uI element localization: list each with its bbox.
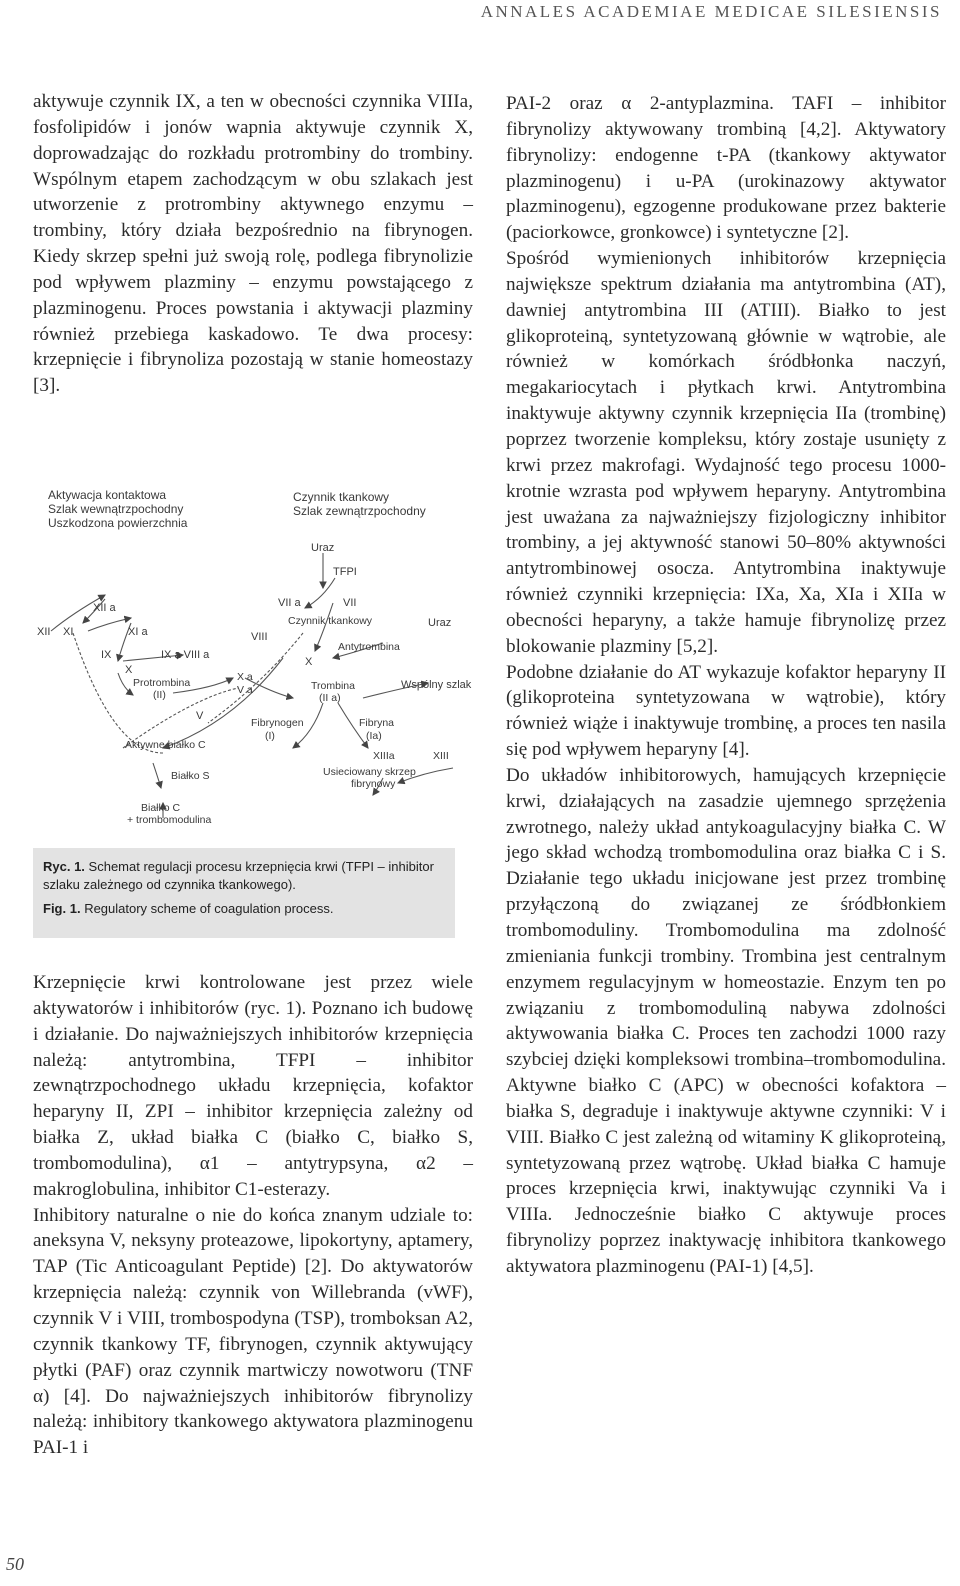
label-damaged-surface: Uszkodzona powierzchnia [48,516,188,530]
caption-fig-text: Regulatory scheme of coagulation process. [84,901,334,916]
paragraph: Do układów inhibitorowych, hamujących krzepnięcie krwi, działających na zasadzie ujemnego sprzężenia zwrotnego, należy układ antykoagulacyjny białka C. W jego skład wchodzą trombomodulina oraz białka C i S. Działanie tego układu inicjowane jest przez trombinę przyłączoną do związanej ze śródbłonkiem trombomoduliny. Trombomodulina ma zdolność zmieniania funkcji trombiny. Trombina jest centralnym enzymem regulacyjnym w homeostazie. Enzym ten po związaniu z trombomoduliną nabywa zdolności aktywowania białka C. Proces ten zachodzi 1000 razy szybciej dzięki kompleksowi trombina–trombomodulina. Aktywne białko C (APC) w obecności kofaktora – białka S, degraduje i inaktywuje aktywne czynniki: V i VIII. Białko C jest zależną od witaminy K glikoproteiną, syntetyzowaną przez wątrobę. Układ białka C hamuje proces krzepnięcia krwi, inaktywując czynniki Va i VIIIa. Jednocześnie białko C aktywuje proces fibrynolizy poprzez inaktywację inhibitora tkankowego aktywatora plazminogenu (PAI-1) [4,5]. [506,764,946,1277]
label-xii: XII [37,626,51,638]
label-common-pathway: Wspólny szlak [401,679,472,691]
label-contact-activation: Aktywacja kontaktowa [48,488,167,502]
paragraph: Spośród wymienionych inhibitorów krzepnięcia największe spektrum działania ma antytrombina (AT), dawniej antytrombina III (ATIII). Białko to jest glikoproteiną, syntetyzowaną głównie w wątrobie, ale również w komórkach śródbłonka naczyń, megakariocytach i płytkach krwi. Antytrombina inaktywuje aktywny czynnik krzepnięcia IIa (trombinę) poprzez tworzenie kompleksu, który zostaje usunięty z krwi przez makrofagi. Wydajność tego procesu 1000-krotnie wzrasta pod wpływem heparyny. Antytrombina jest uważana za najważniejszy fizjologiczny inhibitor trombiny, a jej aktywność stanowi 50–80% aktywności antytrombinowej osocza. Antytrombina inaktywuje również czynniki krzepnięcia: IXa, Xa, XIa i XIIa w obecności heparyny, a także hamuje fibrynolizę przez blokowanie plazminy [5,2]. [506,248,946,657]
label-tissue-factor: Czynnik tkankowy [293,490,390,504]
label-prothrombin: Protrombina [133,677,191,689]
label-thrombin: Trombina [311,680,355,692]
journal-header [0,2,960,22]
left-column-bottom [33,970,473,1461]
label-thrombin-iia: (II a) [319,692,341,704]
caption-english [43,900,445,918]
caption-polish [43,858,445,894]
caption-fig-label: Fig. 1. [43,901,81,916]
label-xi: XI [63,626,74,638]
label-viia: VII a [278,597,301,609]
paragraph: Inhibitory naturalne o nie do końca znanym udziale to: aneksyna V, neksyny proteazowe, lipokortyny, aptamery, TAP (Tic Anticoagulant Peptide) [2]. Do aktywatorów krzepnięcia należą: czynnik von Willebranda (vWF), czynnik V i VIII, trombospodyna (TSP), tromboksan A2, czynnik tkankowy TF, fibrynogen, czynnik aktywujący płytki (PAF) oraz czynnik martwiczy nowotworu (TNF α) [4]. Do najważniejszych inhibitorów fibrynolizy należą: inhibitory tkankowego aktywatora plazminogenu PAI-1 i [33,1204,473,1459]
label-thrombomodulin: + trombomodulina [127,814,212,826]
paragraph: Krzepnięcie krwi kontrolowane jest przez wiele aktywatorów i inhibitorów (ryc. 1). Poznano ich budowę i działanie. Do najważniejszych inhibitorów krzepnięcia należą: antytrombina, TFPI – inhibitor zewnątrzpochodnego układu krzepnięcia, kofaktor heparyny II, ZPI – inhibitor krzepnięcia zależny od białka Z, układ białka C (białko C, białko S, trombomodulina), α1 – antytrypsyna, α2 – makroglobulina, inhibitor C1-esterazy. [33,972,473,1200]
label-activated-protein-c: Aktywne białko C [125,739,206,751]
label-x-mid: X [305,656,313,668]
right-column [506,91,946,1280]
journal-title: ANNALES ACADEMIAE MEDICAE SILESIENSIS [480,2,942,21]
diagram-labels [37,488,472,826]
label-fibrin-clot: fibrynowy [351,778,396,790]
caption-ryc-label: Ryc. 1. [43,859,85,874]
label-protein-s: Białko S [171,770,210,782]
label-prothrombin-ii: (II) [153,689,166,701]
label-trauma-top: Uraz [311,542,335,554]
label-xa: X a [237,671,253,683]
paragraph: aktywuje czynnik IX, a ten w obecności czynnika VIIIa, fosfolipidów i jonów wapnia aktywuje czynnik X, doprowadzając do rozkładu protrombiny do trombiny. Wspólnym etapem zachodzącym w obu szlakach jest utworzenie z protrombiny aktywnego enzymu – trombiny, który działa bezpośrednio na fibrynogen. Kiedy skrzep spełni już swoją rolę, podlega fibrynolizie pod wpływem plazminy – enzymu powstającego z plazminogenu. Proces powstania i aktywacji plazminy również przebiega kaskadowo. Te dwa procesy: krzepnięcie i fibrynoliza pozostają w stanie homeostazy [3]. [33,91,473,397]
caption-ryc-text: Schemat regulacji procesu krzepnięcia krwi (TFPI – inhibitor szlaku zależnego od czynnika tkankowego). [43,859,434,892]
label-xiiia: XIIIa [373,750,395,762]
label-tfpi: TFPI [333,566,357,578]
label-xiii: XIII [433,750,449,762]
page-number: 50 [6,1554,24,1574]
label-vii: VII [343,597,357,609]
label-trauma-right: Uraz [428,617,452,629]
label-antithrombin: Antytrombina [338,641,400,653]
label-viii: VIII [251,631,268,643]
label-cross-linked-clot: Usieciowany skrzep [323,766,416,778]
label-fibrinogen-i: (I) [265,730,275,742]
label-ixa-viiia: IX a VIII a [161,649,210,661]
paragraph: Podobne działanie do AT wykazuje kofaktor heparyny II (glikoproteina syntetyzowana w wątrobie), który również wiąże i inaktywuje trombinę, a proces ten nasila się pod wpływem heparyny [4]. [506,661,946,761]
label-v: V [196,710,204,722]
label-x-left: X [125,664,133,676]
label-va: V a [237,684,253,696]
label-protein-c: Białko C [141,802,181,814]
label-fibrin-ia: (Ia) [366,730,382,742]
paragraph: PAI-2 oraz α 2-antyplazmina. TAFI – inhibitor fibrynolizy aktywowany trombiną [4,2]. Aktywatory fibrynolizy: endogenne t-PA (tkankowy aktywator plazminogenu) i u-PA (urokinazowy aktywator plazminogenu), egzogenne produkowane przez bakterie (paciorkowce, gronkowce) i syntetyczne [2]. [506,93,946,244]
label-xiia: XII a [93,602,116,614]
label-fibrin: Fibryna [359,717,395,729]
label-tissue-factor-small: Czynnik tkankowy [288,615,373,627]
left-column-top [33,89,473,399]
label-extrinsic-pathway: Szlak zewnątrzpochodny [293,504,426,518]
label-ix: IX [101,649,112,661]
diagram-svg [33,483,473,848]
label-intrinsic-pathway: Szlak wewnątrzpochodny [48,502,184,516]
label-fibrinogen: Fibrynogen [251,717,304,729]
label-xia: XI a [128,626,148,638]
figure-caption [33,848,455,938]
